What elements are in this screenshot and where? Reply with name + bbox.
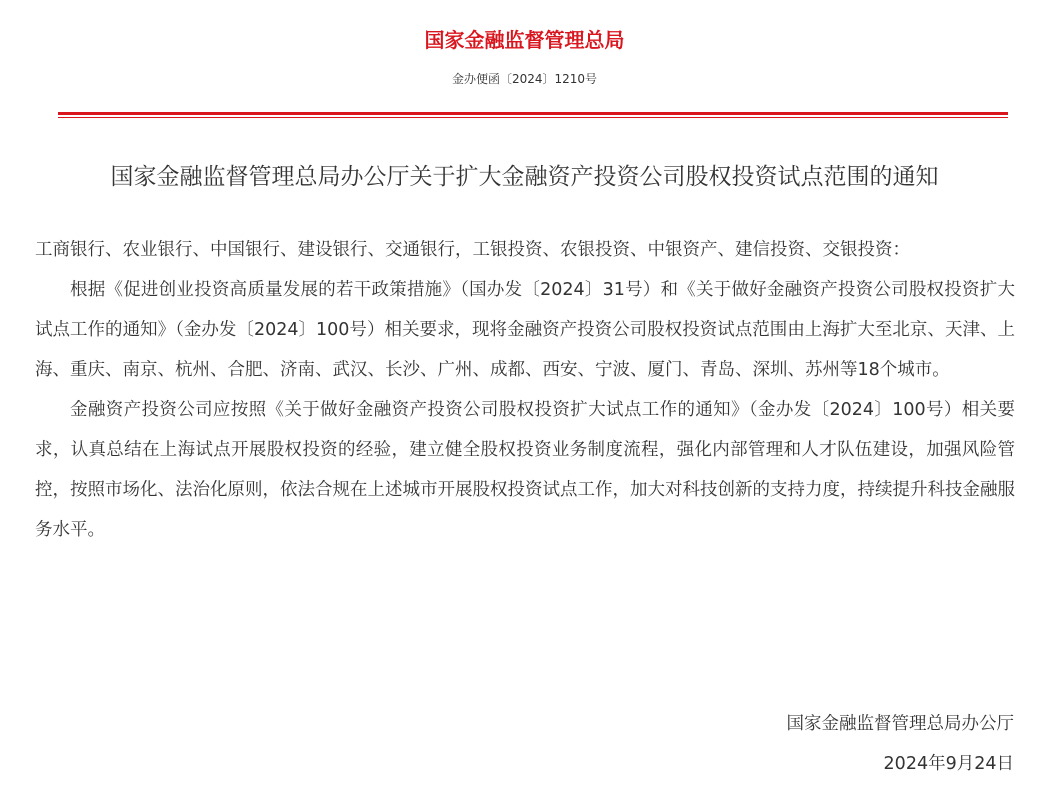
issuer-name: 国家金融监督管理总局 [424, 28, 625, 52]
document-title: 国家金融监督管理总局办公厅关于扩大金融资产投资公司股权投资试点范围的通知 [110, 164, 939, 190]
signature-date: 2024年9月24日 [883, 754, 1014, 774]
document-number: 金办便函〔2024〕1210号 [451, 72, 598, 86]
addressees: 工商银行、农业银行、中国银行、建设银行、交通银行，工银投资、农银投资、中银资产、建信投资、交银投资： [35, 240, 910, 260]
paragraph-2: 金融资产投资公司应按照《关于做好金融资产投资公司股权投资扩大试点工作的通知》（金办发〔2024〕100号）相关要求，认真总结在上海试点开展股权投资的经验，建立健全股权投资业务制度流程，强化内部管理和人才队伍建设，加强风险管控，按照市场化、法治化原则，依法合规在上述城市开展股权投资试点工作，加大对科技创新的支持力度，持续提升科技金融服务水平。 [35, 400, 1015, 540]
paragraph-1: 根据《促进创业投资高质量发展的若干政策措施》（国办发〔2024〕31号）和《关于做好金融资产投资公司股权投资扩大试点工作的通知》（金办发〔2024〕100号）相关要求，现将金融资产投资公司股权投资试点范围由上海扩大至北京、天津、上海、重庆、南京、杭州、合肥、济南、武汉、长沙、广州、成都、西安、宁波、厦门、青岛、深圳、苏州等18个城市。 [35, 280, 1015, 380]
document-body [35, 230, 1015, 550]
header-divider-thin [58, 117, 1008, 118]
header-divider-thick [58, 112, 1008, 115]
signature-office: 国家金融监督管理总局办公厅 [786, 714, 1014, 734]
signature-block [787, 704, 1015, 784]
